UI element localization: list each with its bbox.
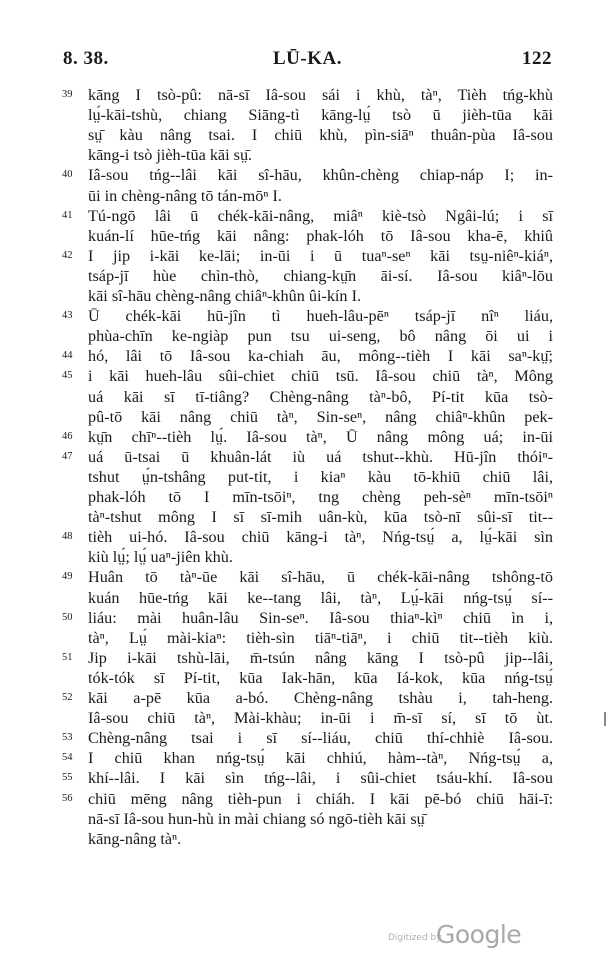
text-line: I chiū khan nńg-tsṳ́ kāi chhiú, hàm--tàⁿ, Nńg-tsṳ́ a, <box>88 749 553 768</box>
text-line: Jip i-kāi tshù-lāi, m̄-tsún nâng kāng I tsò-pû jip--lâi, <box>88 648 553 667</box>
text-line: Tú-ngō lâi ū chék-kāi-nâng, miâⁿ kiè-tsò Ngâi-lú; i sī <box>88 206 553 225</box>
text-line: pû-tō kāi nâng chiū tàⁿ, Sin-seⁿ, nâng chiâⁿ-khûn pek- <box>88 407 553 426</box>
text-line: tók-tók sī Pí-tit, kūa Iak-hān, kūa Iá-kok, kūa nńg-tsṳ́ <box>88 668 553 687</box>
verse-number: 41 <box>62 209 73 221</box>
verse-number: 44 <box>62 350 73 362</box>
google-watermark: Google <box>436 920 522 949</box>
verse-number: 45 <box>62 370 73 382</box>
chapter-verse-ref: 8. 38. <box>63 48 109 69</box>
text-line: tshut ṳ́n-tshâng put-tit, i kiaⁿ kàu tō-khiū chiū lâi, <box>88 467 553 486</box>
text-line: khí--lâi. I kāi sìn tńg--lâi, i sûi-chiet tsáu-khí. Iâ-sou <box>88 769 553 788</box>
verse-number: 43 <box>62 310 73 322</box>
text-line: Iâ-sou tńg--lâi kāi sî-hāu, khûn-chèng chiap-náp I; in- <box>88 166 553 185</box>
text-line: phùa-chīn ke-ngiàp pun tsu ui-seng, bô nâng ōi ui i <box>88 327 553 346</box>
text-line: kuán-lí hūe-tńg kāi nâng: phak-lóh tō Iâ-sou kha-ē, khiû <box>88 226 553 245</box>
text-line: kāng I tsò-pû: nā-sī Iâ-sou sái i khù, tàⁿ, Tièh tńg-khù <box>88 86 553 104</box>
text-line: tièh ui-hó. Iâ-sou chiū kāng-i tàⁿ, Nńg-tsṳ́ a, lṳ́-kāi sìn <box>88 528 553 547</box>
text-line: Iâ-sou chiū tàⁿ, Mài-khàu; in-ūi i m̄-sī sí, sī tō ùt. <box>88 709 553 728</box>
verse-number: 52 <box>62 692 73 703</box>
text-line: phak-lóh tō I mīn-tsōiⁿ, tng chèng peh-sèⁿ mīn-tsōiⁿ <box>88 488 553 506</box>
margin-mark <box>604 712 606 726</box>
text-line: liáu: mài huân-lâu Sin-seⁿ. Iâ-sou thiaⁿ-kìⁿ chiū ìn i, <box>88 608 553 627</box>
digitized-label: Digitized by <box>388 933 442 943</box>
text-line: chiū mēng nâng tièh-pun i chiáh. I kāi pē-bó chiū hāi-ī: <box>88 789 553 808</box>
text-line: Huân tō tàⁿ-ūe kāi sî-hāu, ū chék-kāi-nâng tshông-tō <box>88 568 553 587</box>
text-line: kuán hūe-tńg kāi ke--tang lâi, tàⁿ, Lṳ́-kāi nńg-tsṳ́ sí-- <box>88 588 553 607</box>
verse-number: 54 <box>62 752 73 764</box>
text-line: kiù lṳ́; lṳ́ uaⁿ-jiên khù. <box>88 548 233 567</box>
verse-number: 55 <box>62 772 73 784</box>
text-line: kṳ̄n chīⁿ--tièh lṳ́. Iâ-sou tàⁿ, Ū nâng mông uá; in-ūi <box>88 427 553 446</box>
text-line: kāng-i tsò jièh-tūa kāi sṳ̄. <box>88 146 253 165</box>
text-line: kāng-nâng tàⁿ. <box>88 829 182 848</box>
text-line: uá ū-tsai ū khuân-lát iù uá tshut--khù. Hū-jîn thóiⁿ- <box>88 447 553 466</box>
text-line: ūi in chèng-nâng tō tán-mōⁿ I. <box>88 186 282 205</box>
text-line: Chèng-nâng tsai i sī sí--liáu, chiū thí-chhiè Iâ-sou. <box>88 729 553 748</box>
verse-number: 47 <box>62 450 73 462</box>
text-line: tàⁿ, Lṳ́ mài-kiaⁿ: tièh-sìn tiāⁿ-tiāⁿ, i chiū tit--tièh kiù. <box>88 628 553 647</box>
text-line: tàⁿ-tshut mông I sī sī-mih uân-kù, kūa tsò-nī sûi-sī tit-- <box>88 508 553 527</box>
verse-number: 42 <box>62 249 73 261</box>
verse-number: 40 <box>62 169 73 181</box>
text-line: lṳ́-kāi-tshù, chiang Siāng-tì kāng-lṳ́ tsò ū jièh-tūa kāi <box>88 106 553 125</box>
verse-number: 56 <box>62 792 73 804</box>
text-line: tsáp-jī hùe chìn-thò, chiang-kṳ̄n āi-sí. Iâ-sou kiâⁿ-lōu <box>88 266 553 285</box>
verse-number: 39 <box>62 89 73 100</box>
text-line: kāi a-pē kūa a-bó. Chèng-nâng tshàu i, tah-heng. <box>88 689 553 707</box>
text-line: I jip i-kāi ke-lāi; in-ūi i ū tuaⁿ-seⁿ kāi tsṳ-niêⁿ-kiáⁿ, <box>88 246 553 265</box>
text-line: i kāi hueh-lâu sûi-chiet chiū tsū. Iâ-sou chiū tàⁿ, Mông <box>88 367 553 386</box>
verse-number: 48 <box>62 531 73 543</box>
text-line: Ū chék-kāi hū-jîn tì hueh-lâu-pēⁿ tsáp-jī nîⁿ liáu, <box>88 307 553 326</box>
text-line: hó, lâi tō Iâ-sou ka-chiah āu, mông--tièh I kāi saⁿ-kṳ̄; <box>88 347 553 366</box>
verse-number: 53 <box>62 732 73 744</box>
verse-number: 51 <box>62 651 73 663</box>
text-line: nā-sī Iâ-sou hun-hù in mài chiang só ngō-tièh kāi sṳ̄ <box>88 809 425 828</box>
verse-number: 49 <box>62 571 73 583</box>
text-line: sṳ̄ kàu nâng tsai. I chiū khù, pìn-siāⁿ thuân-pùa Iâ-sou <box>88 126 553 145</box>
book-title: LŪ-KA. <box>273 48 342 69</box>
verse-number: 46 <box>62 430 73 442</box>
page-number: 122 <box>522 48 552 69</box>
text-line: uá kāi sī tī-tiâng? Chèng-nâng tàⁿ-bô, Pí-tit kūa tsò- <box>88 387 553 406</box>
text-line: kāi sî-hāu chèng-nâng chiâⁿ-khûn ûi-kín I. <box>88 287 362 305</box>
verse-number: 50 <box>62 611 73 623</box>
